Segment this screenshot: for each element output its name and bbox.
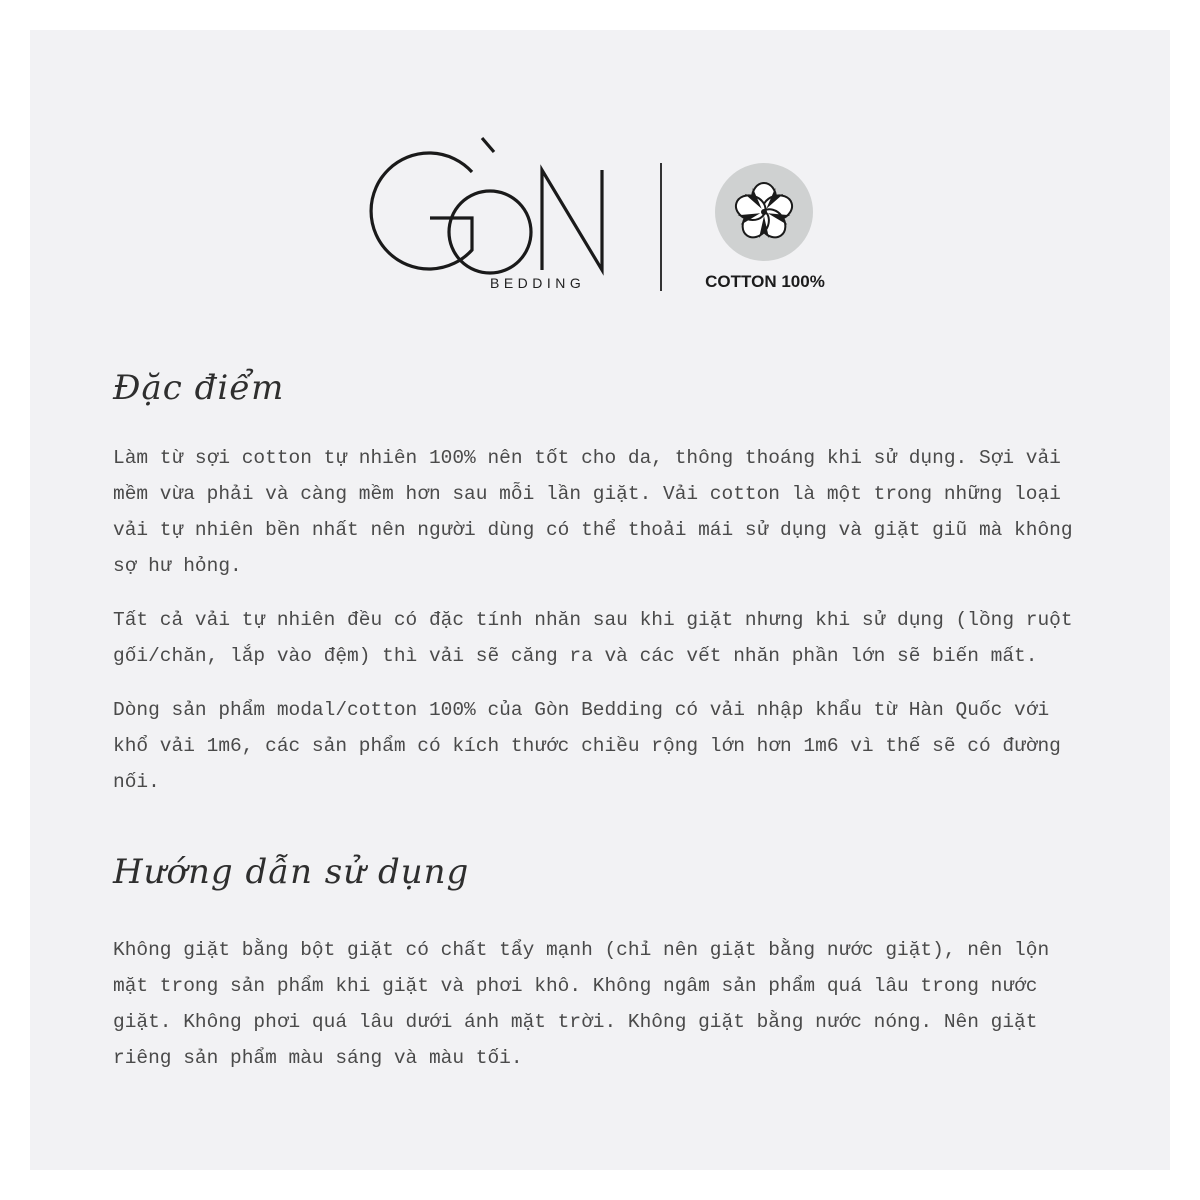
content-body bbox=[113, 358, 1073, 1094]
usage-paragraph: Không giặt bằng bột giặt có chất tẩy mạnh (chỉ nên giặt bằng nước giặt), nên lộn mặt trong sản phẩm khi giặt và phơi khô. Không ngâm sản phẩm quá lâu trong nước giặt. Không phơi quá lâu dưới ánh mặt trời. Không giặt bằng nước nóng. Nên giặt riêng sản phẩm màu sáng và màu tối. bbox=[113, 939, 1050, 1069]
features-paragraph: Dòng sản phẩm modal/cotton 100% của Gòn Bedding có vải nhập khẩu từ Hàn Quốc với khổ vải 1m6, các sản phẩm có kích thước chiều rộng lớn hơn 1m6 vì thế sẽ có đường nối. bbox=[113, 699, 1061, 793]
header-logo bbox=[360, 130, 860, 300]
usage-section bbox=[113, 842, 1073, 1076]
cotton-flower-icon bbox=[715, 163, 813, 261]
logo-divider bbox=[660, 163, 662, 291]
features-paragraph: Tất cả vải tự nhiên đều có đặc tính nhăn sau khi giặt nhưng khi sử dụng (lồng ruột gối/chăn, lắp vào đệm) thì vải sẽ căng ra và các vết nhăn phần lớn sẽ biến mất. bbox=[113, 609, 1073, 667]
features-paragraph: Làm từ sợi cotton tự nhiên 100% nên tốt cho da, thông thoáng khi sử dụng. Sợi vải mềm vừa phải và càng mềm hơn sau mỗi lần giặt. Vải cotton là một trong những loại vải tự nhiên bền nhất nên người dùng có thể thoải mái sử dụng và giặt giũ mà không sợ hư hỏng. bbox=[113, 447, 1073, 577]
usage-heading: Hướng dẫn sử dụng bbox=[113, 852, 470, 892]
features-heading: Đặc điểm bbox=[113, 368, 285, 408]
brand-subtitle: BEDDING bbox=[490, 275, 586, 291]
cotton-badge bbox=[715, 163, 813, 261]
features-section bbox=[113, 358, 1073, 800]
cotton-label: COTTON 100% bbox=[705, 272, 825, 291]
product-info-card bbox=[30, 30, 1170, 1170]
